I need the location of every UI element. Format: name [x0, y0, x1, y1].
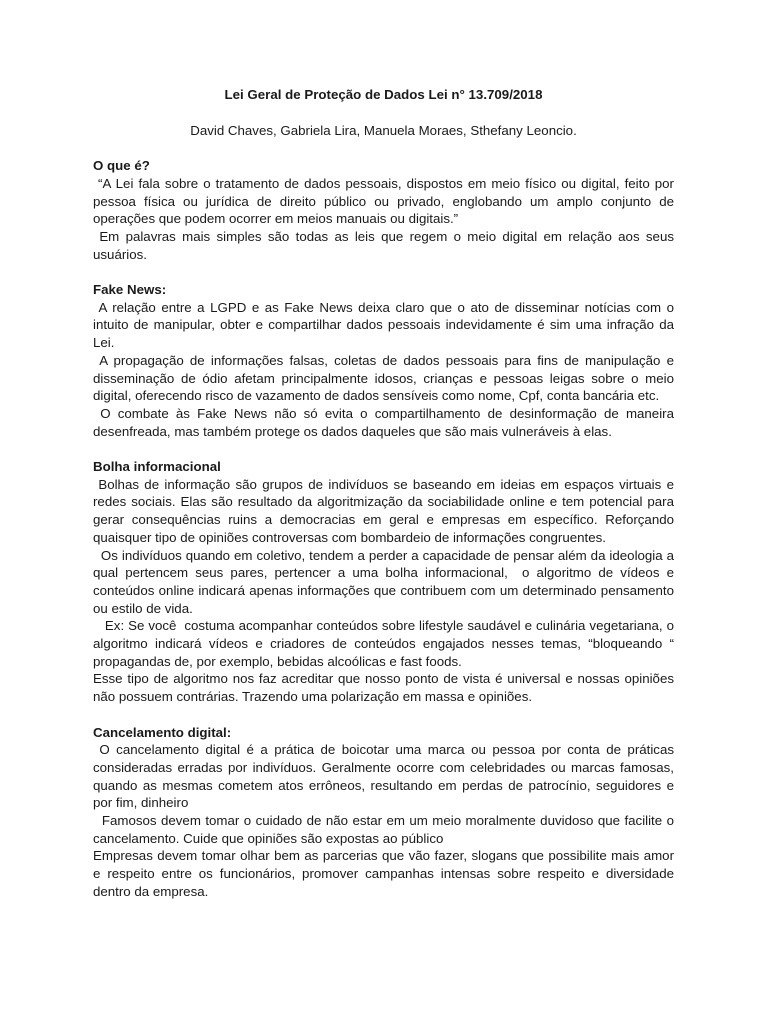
section-cancelamento-digital [93, 724, 678, 901]
paragraph: O cancelamento digital é a prática de boicotar uma marca ou pessoa por conta de práticas consideradas erradas por indivíduos. Geralmente ocorre com celebridades ou marcas famosas, quando as mesmas cometem atos errôneos, resultando em perdas de patrocínio, seguidores e por fim, dinheiro [93, 742, 678, 811]
document-title: Lei Geral de Proteção de Dados Lei n° 13.709/2018 [224, 87, 543, 102]
paragraph: A relação entre a LGPD e as Fake News deixa claro que o ato de disseminar notícias com o intuito de manipular, obter e compartilhar dados pessoais indevidamente é sim uma infração da Lei. [93, 299, 678, 351]
paragraph: Bolhas de informação são grupos de indivíduos se baseando em ideias em espaços virtuais e redes sociais. Elas são resultado da algoritmização da sociabilidade online e tem potencial para gerar consequências ruins a democracias em geral e empresas em específico. Reforçando quaisquer tipo de opiniões controversas com bombardeio de informações congruentes. [93, 476, 678, 545]
paragraph: A propagação de informações falsas, coletas de dados pessoais para fins de manipulação e disseminação de ódio afetam principalmente idosos, crianças e pessoas leigas sobre o meio digital, oferecendo risco de vazamento de dados sensíveis como nome, Cpf, conta bancária etc. [93, 352, 678, 404]
paragraph: Famosos devem tomar o cuidado de não estar em um meio moralmente duvidoso que facilite o cancelamento. Cuide que opiniões são expostas ao público [93, 813, 678, 846]
document-authors: David Chaves, Gabriela Lira, Manuela Moraes, Sthefany Leoncio. [190, 122, 577, 138]
section-heading: Cancelamento digital: [93, 724, 232, 740]
section-heading: O que é? [93, 158, 150, 174]
document-body [93, 157, 678, 900]
section-fake-news [93, 281, 678, 440]
paragraph: Esse tipo de algoritmo nos faz acreditar que nosso ponto de vista é universal e nossas opiniões não possuem contrárias. Trazendo uma polarização em massa e opiniões. [93, 671, 678, 705]
section-heading: Bolha informacional [93, 459, 221, 475]
paragraph: “A Lei fala sobre o tratamento de dados pessoais, dispostos em meio físico ou digital, feito por pessoa física ou jurídica de direito público ou privado, englobando um amplo conjunto de operações que podem ocorrer em meios manuais ou digitais.” [93, 175, 678, 227]
section-heading: Fake News: [93, 282, 167, 297]
section-bolha-informacional [93, 458, 678, 706]
paragraph: Em palavras mais simples são todas as leis que regem o meio digital em relação aos seus usuários. [93, 228, 678, 262]
paragraph: Os indivíduos quando em coletivo, tendem a perder a capacidade de pensar além da ideologia a qual pertencem seus pares, pertencer a uma bolha informacional, o algoritmo de vídeos e conteúdos online indicará apenas informações que contribuem com um determinado pensamento ou estilo de vida. [93, 547, 678, 616]
paragraph: O combate às Fake News não só evita o compartilhamento de desinformação de maneira desenfreada, mas também protege os dados daqueles que são mais vulneráveis à elas. [93, 405, 678, 439]
paragraph: Empresas devem tomar olhar bem as parcerias que vão fazer, slogans que possibilite mais amor e respeito entre os funcionários, promover campanhas intensas sobre respeito e diversidade dentro da empresa. [93, 848, 678, 899]
paragraph: Ex: Se você costuma acompanhar conteúdos sobre lifestyle saudável e culinária vegetariana, o algoritmo indicará vídeos e criadores de conteúdos engajados nesses temas, “bloqueando “ propagandas de, por exemplo, bebidas alcoólicas e fast foods. [93, 618, 678, 669]
section-o-que-e [93, 157, 678, 263]
